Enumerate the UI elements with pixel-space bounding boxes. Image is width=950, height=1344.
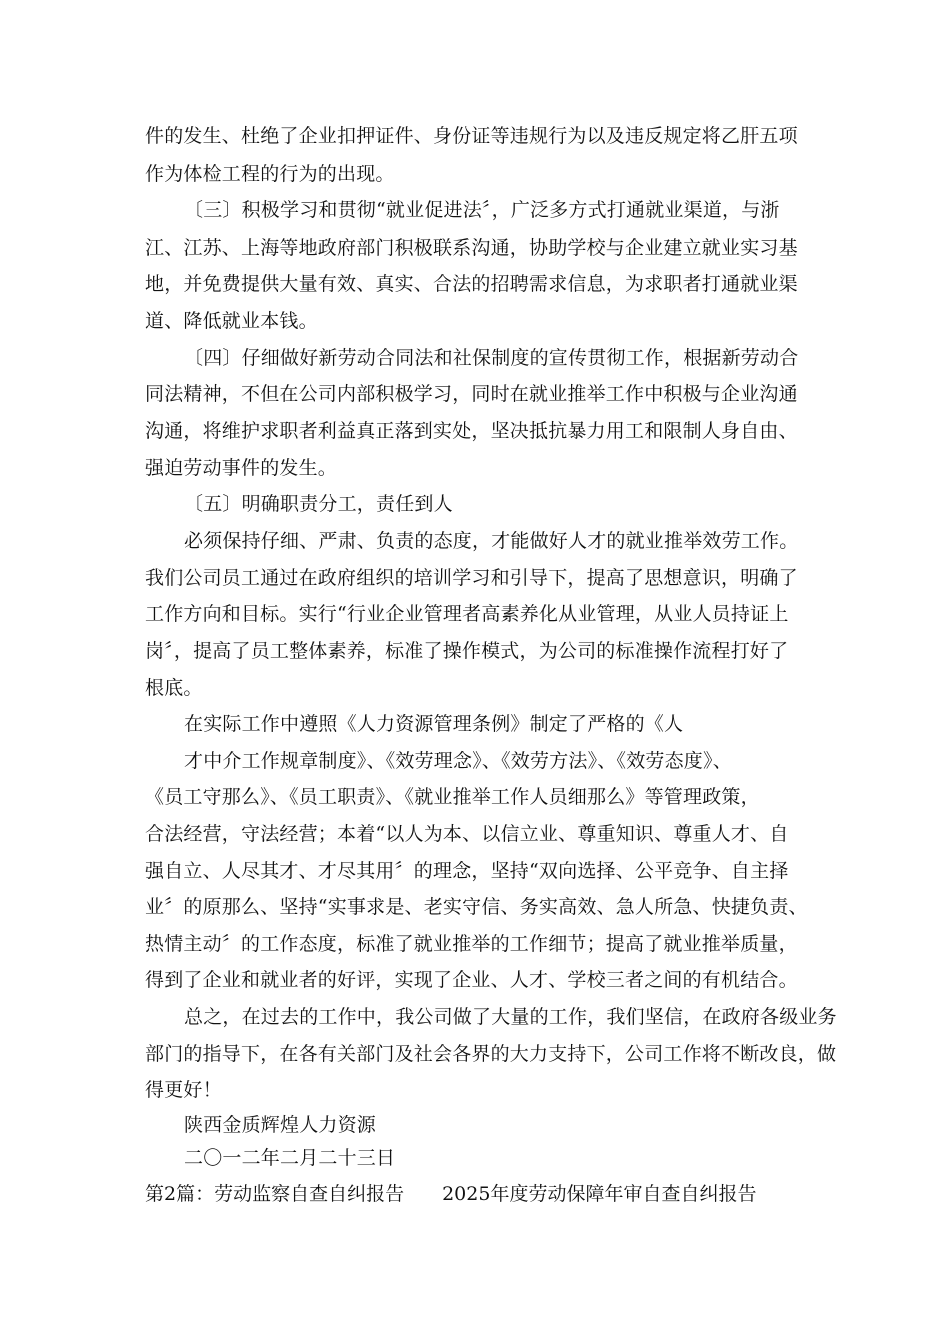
text-line: 件的发生、杜绝了企业扣押证件、身份证等违规行为以及违反规定将乙肝五项: [145, 125, 798, 147]
text-line: 道、降低就业本钱。: [145, 310, 318, 332]
signature-company: 陕西金质辉煌人力资源: [184, 1114, 377, 1136]
section-heading-4: 〔四〕仔细做好新劳动合同法和社保制度的宣传贯彻工作，根据新劳动合: [184, 347, 799, 369]
text-line: 江、江苏、上海等地政府部门积极联系沟通，协助学校与企业建立就业实习基: [145, 237, 798, 259]
text-line: 得到了企业和就业者的好评，实现了企业、人才、学校三者之间的有机结合。: [145, 969, 798, 991]
text-line: 沟通，将维护求职者利益真正落到实处，坚决抵抗暴力用工和限制人身自由、: [145, 420, 798, 442]
section-heading-3: 〔三〕积极学习和贯彻“就业促进法〞，广泛多方式打通就业渠道，与浙: [184, 199, 780, 221]
text-line: 同法精神，不但在公司内部积极学习，同时在就业推举工作中积极与企业沟通: [145, 383, 798, 405]
text-line: 强自立、人尽其才、才尽其用〞的理念，坚持“双向选择、公平竞争、自主择: [145, 860, 789, 882]
next-article-part: 第2篇：劳动监察自查自纠报告: [145, 1183, 405, 1205]
section-heading-5: 〔五〕明确职责分工，责任到人: [184, 493, 453, 515]
text-line: 必须保持仔细、严肃、负责的态度，才能做好人才的就业推举效劳工作。: [184, 530, 799, 552]
signature-date: 二〇一二年二月二十三日: [184, 1147, 396, 1169]
text-line: 我们公司员工通过在政府组织的培训学习和引导下，提高了思想意识，明确了: [145, 567, 798, 589]
text-line: 合法经营，守法经营；本着“以人为本、以信立业、尊重知识、尊重人才、自: [145, 823, 789, 845]
text-line: 《员工守那么》、《员工职责》、《就业推举工作人员细那么》等管理政策，: [145, 786, 760, 808]
text-line: 部门的指导下，在各有关部门及社会各界的大力支持下，公司工作将不断改良，做: [145, 1043, 837, 1065]
text-line: 在实际工作中遵照《人力资源管理条例》制定了严格的《人: [184, 713, 684, 735]
text-line: 岗〞，提高了员工整体素养，标准了操作模式，为公司的标准操作流程打好了: [145, 640, 789, 662]
text-line: 作为体检工程的行为的出现。: [145, 163, 395, 185]
text-line: 工作方向和目标。实行“行业企业管理者高素养化从业管理，从业人员持证上: [145, 603, 789, 625]
text-line: 总之，在过去的工作中，我公司做了大量的工作，我们坚信，在政府各级业务: [184, 1006, 837, 1028]
text-line: 热情主动〞的工作态度，标准了就业推举的工作细节；提高了就业推举质量，: [145, 933, 798, 955]
text-line: 根底。: [145, 677, 203, 699]
text-line: 得更好！: [145, 1079, 222, 1101]
next-article-line: [145, 1180, 756, 1208]
text-line: 地，并免费提供大量有效、真实、合法的招聘需求信息，为求职者打通就业渠: [145, 273, 798, 295]
text-line: 业〞的原那么、坚持“实事求是、老实守信、务实高效、急人所急、快捷负责、: [145, 896, 808, 918]
text-line: 强迫劳动事件的发生。: [145, 457, 338, 479]
next-article-title: 2025年度劳动保障年审自查自纠报告: [442, 1183, 757, 1205]
text-line: 才中介工作规章制度》、《效劳理念》、《效劳方法》、《效劳态度》、: [184, 750, 732, 772]
